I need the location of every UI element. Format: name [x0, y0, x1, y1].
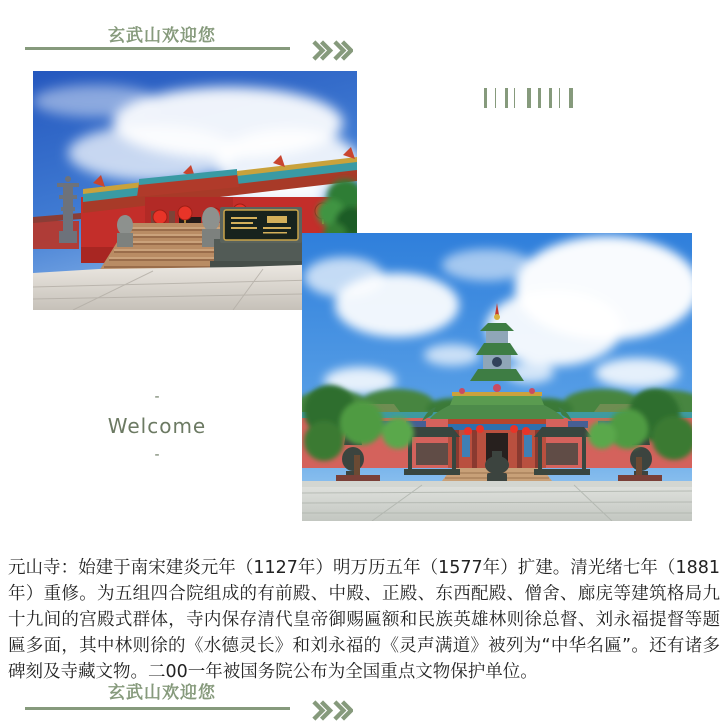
divider-line-bottom	[25, 707, 290, 710]
barcode-bar	[549, 88, 552, 108]
barcode-bar	[538, 88, 541, 108]
barcode-bar	[505, 88, 508, 108]
double-chevron-right-icon	[311, 700, 353, 721]
barcode-bar	[569, 88, 573, 108]
barcode-decoration	[484, 88, 573, 108]
welcome-dash-top: -	[154, 389, 160, 405]
photo-temple-complex	[302, 233, 692, 521]
welcome-block	[37, 388, 277, 464]
welcome-dash-bottom: -	[154, 447, 160, 463]
page-title-top: 玄武山欢迎您	[108, 26, 216, 46]
double-chevron-right-icon	[311, 40, 353, 61]
divider-line-top	[25, 47, 290, 50]
welcome-text: Welcome	[107, 414, 207, 438]
page-title-bottom: 玄武山欢迎您	[108, 683, 216, 703]
barcode-bar	[484, 88, 487, 108]
article-text: 元山寺：始建于南宋建炎元年（1127年）明万历五年（1577年）扩建。清光绪七年（1881年）重修。为五组四合院组成的有前殿、中殿、正殿、东西配殿、僧舍、廊庑等建筑格局九十九间的宫殿式群体，寺内保存清代皇帝御赐匾额和民族英雄林则徐总督、刘永福提督等题匾多面，其中林则徐的《水德灵长》和刘永福的《灵声满道》被列为“中华名匾”。还有诸多碑刻及寺藏文物。二00一年被国务院公布为全国重点文物保护单位。	[8, 557, 720, 682]
barcode-bar	[559, 88, 560, 108]
barcode-bar	[514, 88, 515, 108]
barcode-bar	[527, 88, 531, 108]
barcode-bar	[495, 88, 496, 108]
